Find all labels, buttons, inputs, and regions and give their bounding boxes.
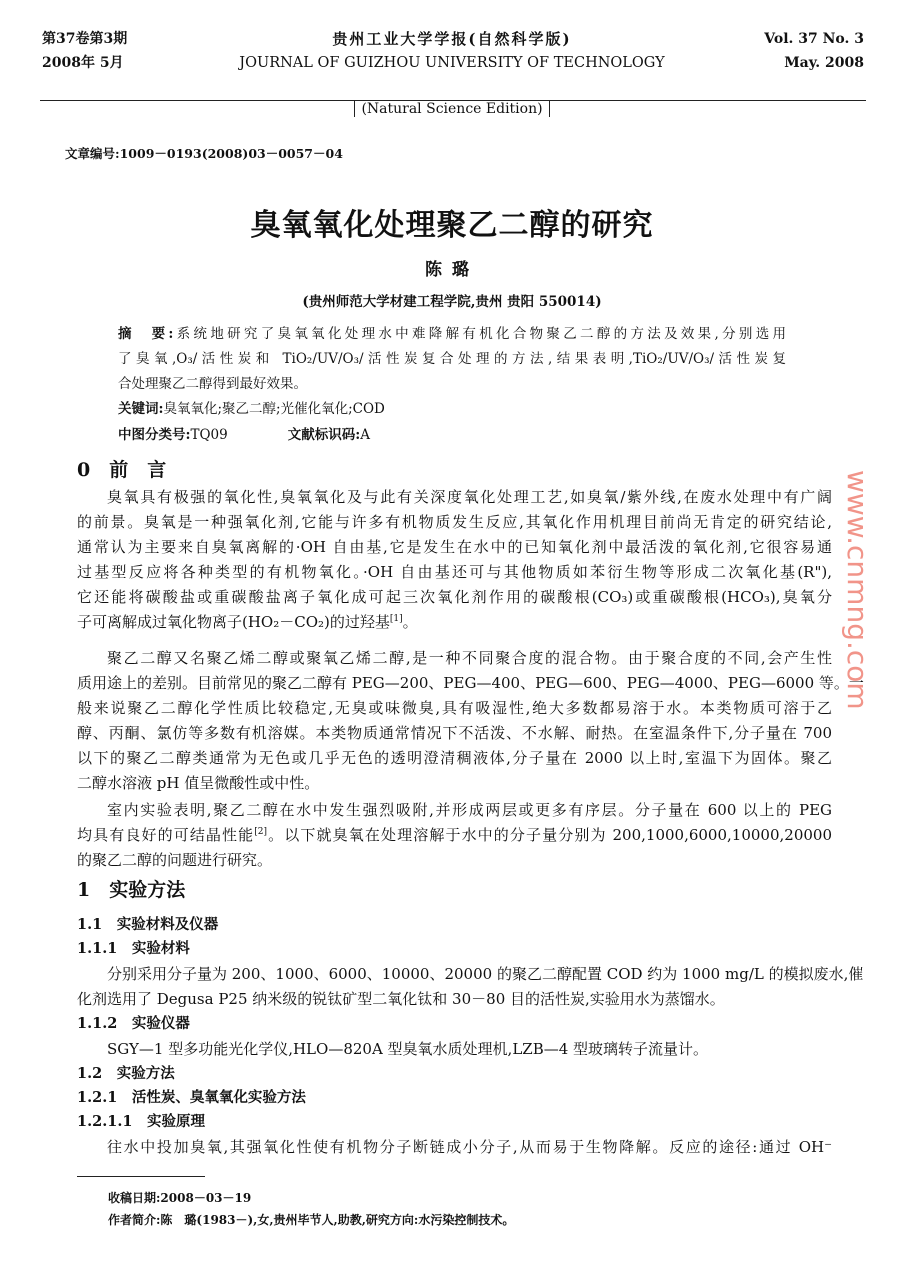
paragraph (77, 1037, 832, 1062)
citation-marker: [2] (254, 827, 268, 837)
text-line: 二醇水溶液 pH 值呈微酸性或中性。 (77, 774, 320, 792)
subsection-heading-1-1: 1.1 实验材料及仪器 (77, 916, 219, 933)
citation-marker: [1] (389, 614, 403, 624)
text-line: 化剂选用了 Degusa P25 纳米级的锐钛矿型二氧化钛和 30－80 目的活性炭,实验用水为蒸馏水。 (77, 990, 725, 1008)
text-line: 醇、丙酮、氯仿等多数有机溶媒。本类物质通常情况下不活泼、不水解、耐热。在室温条件下,分子量在 700 (77, 724, 832, 742)
doc-code-value: A (360, 426, 370, 443)
subsection-heading-1-2-1-1: 1.2.1.1 实验原理 (77, 1113, 206, 1130)
text-line: SGY—1 型多功能光化学仪,HLO—820A 型臭氧水质处理机,LZB—4 型玻璃转子流量计。 (107, 1040, 709, 1058)
text-line: 均具有良好的可结晶性能[2]。以下就臭氧在处理溶解于水中的分子量分别为 200,1000,6000,10000,20000 (77, 826, 832, 844)
journal-title-en: JOURNAL OF GUIZHOU UNIVERSITY OF TECHNOLOGY (239, 55, 665, 71)
abstract-text: 系统地研究了臭氧氧化处理水中难降解有机化合物聚乙二醇的方法及效果,分别选用 (173, 326, 786, 342)
edition-label (0, 101, 904, 117)
date-en: May. 2008 (784, 55, 864, 71)
date-cn: 2008年 5月 (42, 55, 124, 71)
text-line: 分别采用分子量为 200、1000、6000、10000、20000 的聚乙二醇配置 COD 约为 1000 mg/L 的模拟废水,催 (107, 965, 864, 983)
keywords-value: 臭氧氧化;聚乙二醇;光催化氧化;COD (163, 401, 385, 417)
abstract-label: 摘 要: (118, 326, 174, 342)
text-line: 般来说聚乙二醇化学性质比较稳定,无臭或味微臭,具有吸湿性,绝大多数都易溶于水。本类物质可溶于乙 (77, 699, 832, 717)
abstract (118, 322, 786, 448)
text-line: 质用途上的差别。目前常见的聚乙二醇有 PEG—200、PEG—400、PEG—600、PEG—4000、PEG—6000 等。一 (77, 674, 864, 692)
text-line: 以下的聚乙二醇类通常为无色或几乎无色的透明澄清稠液体,分子量在 2000 以上时,室温下为固体。聚乙 (77, 749, 832, 767)
abstract-line: 合处理聚乙二醇得到最好效果。 (118, 376, 307, 392)
text-line: 过基型反应将各种类型的有机物氧化。·OH 自由基还可与其他物质如苯衍生物等形成二次氧化基(R"), (77, 563, 832, 581)
paper-title: 臭氧氧化处理聚乙二醇的研究 (250, 208, 654, 243)
subsection-heading-1-1-1: 1.1.1 实验材料 (77, 940, 190, 957)
doc-code-label: 文献标识码: (287, 426, 361, 443)
volume-issue-cn: 第37卷第3期 (42, 31, 128, 47)
text-line: 聚乙二醇又名聚乙烯二醇或聚氧乙烯二醇,是一种不同聚合度的混合物。由于聚合度的不同,会产生性 (107, 649, 832, 667)
text-line: 的前景。臭氧是一种强氧化剂,它能与许多有机物质发生反应,其氧化作用机理目前尚无肯定的研究结论, (77, 513, 832, 531)
keywords-label: 关键词: (118, 401, 164, 417)
classification (118, 423, 786, 449)
text-line: 往水中投加臭氧,其强氧化性使有机物分子断链成小分子,从而易于生物降解。反应的途径:通过 OH⁻ (107, 1138, 832, 1156)
paragraph (77, 485, 832, 635)
paragraph (77, 646, 864, 796)
article-number: 文章编号:1009－0193(2008)03－0057－04 (65, 146, 343, 161)
paragraph (77, 798, 832, 873)
author: 陈璐 (425, 260, 479, 280)
affiliation: (贵州师范大学材建工程学院,贵州 贵阳 550014) (302, 294, 602, 310)
journal-title-cn: 贵州工业大学学报(自然科学版) (332, 30, 572, 48)
text-line: 通常认为主要来自臭氧离解的·OH 自由基,它是发生在水中的已知氧化剂中最活泼的氧化剂,它很容易通 (77, 538, 832, 556)
section-heading-1: 1 实验方法 (77, 879, 186, 901)
abstract-line: 了臭氧,O₃/活性炭和 TiO₂/UV/O₃/活性炭复合处理的方法,结果表明,TiO₂/UV/O₃/活性炭复 (118, 351, 786, 367)
clc-label: 中图分类号: (118, 426, 191, 443)
clc-value: TQ09 (190, 426, 228, 443)
keywords (118, 397, 786, 423)
received-date: 收稿日期:2008－03－19 (108, 1191, 252, 1205)
section-heading-0: 0 前 言 (77, 459, 167, 481)
subsection-heading-1-2: 1.2 实验方法 (77, 1065, 175, 1082)
subsection-heading-1-1-2: 1.1.2 实验仪器 (77, 1015, 190, 1032)
text-line: 的聚乙二醇的问题进行研究。 (77, 851, 273, 869)
text-line: 子可离解成过氧化物离子(HO₂－CO₂)的过羟基[1]。 (77, 613, 418, 631)
abstract-line (118, 322, 786, 347)
volume-issue-en: Vol. 37 No. 3 (764, 31, 864, 47)
paragraph (77, 1135, 832, 1160)
watermark: www.cnmng.com (841, 470, 874, 710)
text-line: 室内实验表明,聚乙二醇在水中发生强烈吸附,并形成两层或更多有序层。分子量在 600 以上的 PEG (107, 801, 832, 819)
text-line: 它还能将碳酸盐或重碳酸盐离子氧化成可起三次氧化剂作用的碳酸根(CO₃)或重碳酸根(HCO₃),臭氧分 (77, 588, 832, 606)
author-bio: 作者简介:陈 璐(1983－),女,贵州毕节人,助教,研究方向:水污染控制技术。 (108, 1213, 515, 1227)
edition-text: (Natural Science Edition) (354, 101, 549, 117)
text-line: 臭氧具有极强的氧化性,臭氧氧化及与此有关深度氧化处理工艺,如臭氧/紫外线,在废水处理中有广阔 (107, 488, 832, 506)
subsection-heading-1-2-1: 1.2.1 活性炭、臭氧氧化实验方法 (77, 1089, 306, 1106)
paragraph (77, 962, 864, 1012)
footnote-rule (77, 1176, 205, 1177)
